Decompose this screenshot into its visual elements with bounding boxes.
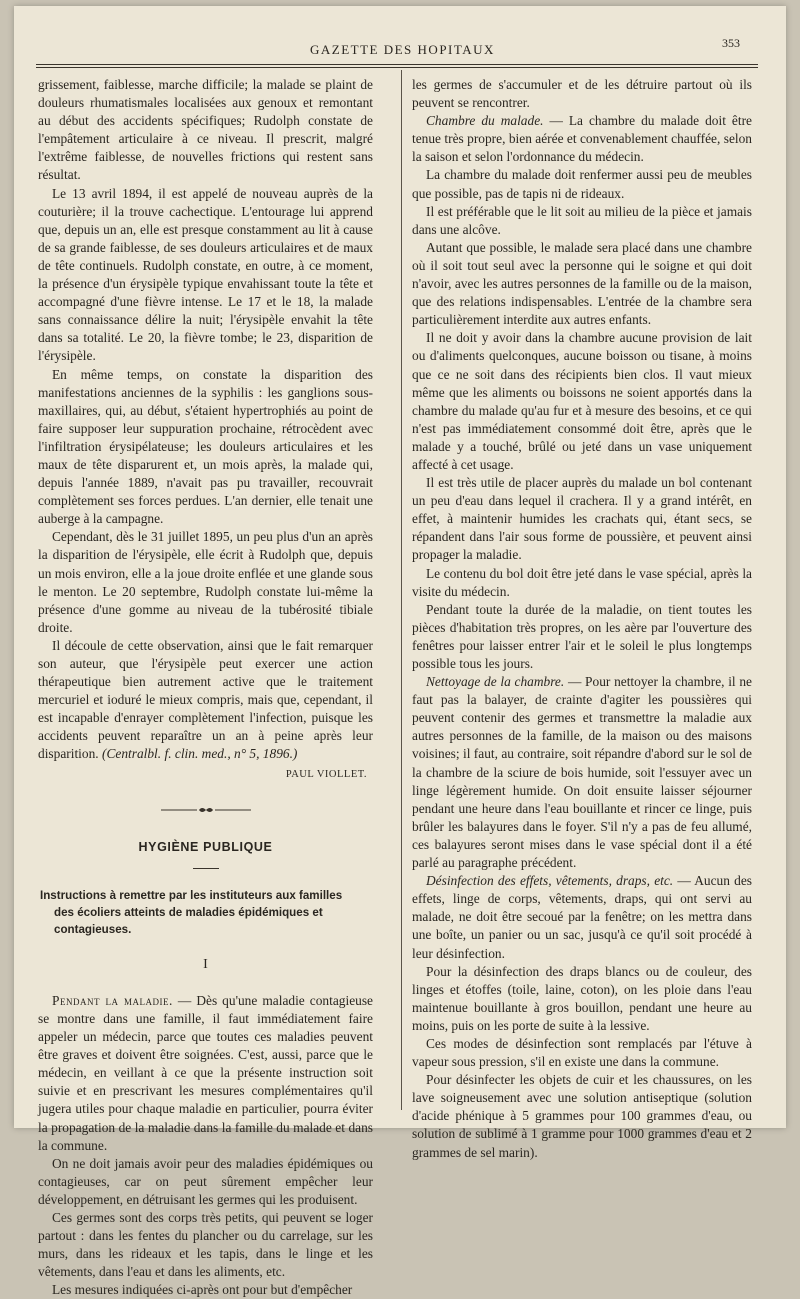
page-number: 353 bbox=[722, 36, 740, 50]
paragraph-text: — Aucun des effets, linge de corps, vêtements, draps, qui ont servi au malade, ne doit être secoué par la fenêtre; on les mettra dans une boîte, un panier ou un sac, jusqu'à ce qu'il soit procédé à leur désinfection. bbox=[412, 873, 752, 961]
paragraph: Ces modes de désinfection sont remplacés par l'étuve à vapeur sous pression, s'il en existe une dans la commune. bbox=[412, 1035, 752, 1070]
section-title: HYGIÈNE PUBLIQUE bbox=[138, 839, 273, 854]
paragraph: les germes de s'accumuler et de les détruire partout où ils peuvent se rencontrer. bbox=[412, 77, 752, 111]
paragraph: La chambre du malade doit renfermer aussi peu de meubles que possible, pas de tapis ni de rideaux. bbox=[412, 167, 752, 201]
right-column bbox=[412, 76, 752, 1162]
paragraph-text: — La chambre du malade doit être tenue très propre, bien aérée et convenablement chauffée, selon la saison et selon l'ordonnance du médecin. bbox=[412, 113, 753, 165]
article-title-line: Instructions à remettre par les instituteurs aux familles bbox=[40, 888, 343, 902]
running-title: GAZETTE DES HOPITAUX bbox=[310, 42, 495, 57]
paragraph-lead: Pendant la maladie. bbox=[52, 992, 173, 1008]
paragraph bbox=[38, 637, 373, 764]
paragraph: Pour la désinfection des draps blancs ou de couleur, des linges et étoffes (toile, laine, coton), on les ploie dans l'eau maintenue bouillante à gros bouillon, pendant une heure au moins, puis on les porte de suite à la lessive. bbox=[412, 963, 752, 1033]
paragraph: On ne doit jamais avoir peur des maladies épidémiques ou contagieuses, car on peut sûrement empêcher leur développement, en détruisant les germes qui les produisent. bbox=[38, 1155, 373, 1207]
paragraph-lead: Désinfection des effets, vêtements, draps, etc. bbox=[426, 873, 674, 889]
paragraph-text: Il découle de cette observation, ainsi que le fait remarquer son auteur, que l'érysipèle peut exercer une action thérapeutique bien autrement active que le traitement mercuriel et ioduré le mieux compris, mais que, cependant, il est incapable d'enrayer complètement l'infection, puisque les accidents peuvent reparaître un an à peine après leur disparition. bbox=[38, 637, 373, 762]
paragraph bbox=[412, 872, 752, 962]
newspaper-page bbox=[14, 6, 786, 1298]
paragraph bbox=[38, 992, 373, 1155]
article-title bbox=[38, 887, 373, 938]
paragraph: Il ne doit y avoir dans la chambre aucune provision de lait ou d'aliments quelconques, aucune boisson ou tisane, à moins que ce ne soit dans des récipients bien clos. Il vaut mieux même que les aliments ou boissons ne soient apportés dans la chambre du malade qu'au fur et à mesure des besoins, et ce qui n'est pas immédiatement consommé doit être, après que le malade y a touché, brûlé ou jeté dans un vase uniquement affecté à cet usage. bbox=[412, 330, 752, 472]
paragraph-text: — Pour nettoyer la chambre, il ne faut pas la balayer, de crainte d'agiter les poussières qui peuvent contenir des germes et transmettre la maladie aux autres personnes de la famille, de la maison ou des maisons voisines; il faut, au contraire, soit répandre d'abord sur le sol de la chambre de la sciure de bois humide, soit l'essuyer avec un linge légèrement humide. On doit ensuite laisser séjourner pendant une heure dans l'eau bouillante et rincer ce linge, puis brûler les balayures dans le foyer. S'il n'y a pas de feu allumé, ces balayures seront mises dans le vase spécial dont il a été parlé au paragraphe précédent. bbox=[412, 674, 753, 871]
paragraph: Autant que possible, le malade sera placé dans une chambre où il soit tout seul avec la personne qui le soigne et qui doit n'avoir, avec les autres personnes de la famille ou de la maison, que des relations indispensables. L'entrée de la chambre sera particulièrement interdite aux autres enfants. bbox=[412, 239, 752, 328]
paragraph: Il est très utile de placer auprès du malade un bol contenant un peu d'eau dans lequel il crachera. Il y a grand intérêt, en effet, à maintenir humides les crachats qui, étant secs, se répandent dans l'air sous forme de poussière, et peuvent ainsi propager la maladie. bbox=[412, 475, 752, 563]
header-rule bbox=[36, 64, 758, 65]
article-title-line: des écoliers atteints de maladies épidémiques et contagieuses. bbox=[54, 905, 323, 936]
paragraph-lead: Nettoyage de la chambre. bbox=[426, 674, 565, 690]
author-signature: PAUL VIOLLET. bbox=[285, 768, 367, 780]
paragraph: En même temps, on constate la disparition des manifestations anciennes de la syphilis : les ganglions sous-maxillaires, qui, au début, s'étaient hypertrophiés au point de faire supposer leur suppuration prochaine, rétrocèdent avec l'infiltration érysipélateuse; les douleurs articulaires et les maux de tête disparurent et, un mois après, la malade qui, depuis l'année 1889, n'avait pas pu travailler, recouvrait complètement ses forces perdues. L'an dernier, elle tenait une auberge à la campagne. bbox=[38, 366, 373, 527]
page-header bbox=[14, 36, 786, 66]
part-number: I bbox=[203, 956, 208, 972]
paragraph: Il est préférable que le lit soit au milieu de la pièce et jamais dans une alcôve. bbox=[412, 203, 752, 237]
paragraph: Ces germes sont des corps très petits, qui peuvent se loger partout : dans les fentes du plancher ou du carrelage, sur les murs, dans les rideaux et les tapis, dans le linge et les vêtements, dans l'eau et dans les aliments, etc. bbox=[38, 1209, 373, 1280]
paragraph: Le contenu du bol doit être jeté dans le vase spécial, après la visite du médecin. bbox=[412, 565, 752, 599]
paragraph: Pour désinfecter les objets de cuir et les chaussures, on les lave soigneusement avec une solution antiseptique (solution d'acide phénique à 5 grammes pour 100 grammes d'eau, ou solution de sublimé à 1 gramme pour 1000 grammes d'eau et 2 grammes de sel marin). bbox=[412, 1072, 752, 1160]
paragraph-lead: Chambre du malade. bbox=[426, 113, 544, 129]
left-column bbox=[38, 76, 373, 1299]
paragraph: grissement, faiblesse, marche difficile; la malade se plaint de douleurs rhumatismales localisées aux genoux et remontant au début des accidents spécifiques; Rudolph constate de l'empâtement articulaire à ce niveau. Il prescrit, malgré l'extrême faiblesse, de nouvelles frictions qui restent sans résultat. bbox=[38, 77, 373, 183]
paragraph: Le 13 avril 1894, il est appelé de nouveau auprès de la couturière; il la trouve cachectique. L'entourage lui apprend que, depuis un an, elle est presque constamment au lit à cause de sa grande faiblesse, de ses douleurs articulaires et de maux de tête continuels. Rudolph constate, en outre, à ce moment, la présence d'un érysipèle typique envahissant toute la tête et accompagné d'une fièvre intense. Le 17 et le 18, la malade sans connaissance délire la nuit; l'érysipèle envahit la tête dans sa totalité. Le 20, la fièvre tombe; le 23, disparition de l'érysipèle. bbox=[38, 185, 373, 364]
paragraph bbox=[412, 673, 752, 872]
section-rule bbox=[193, 868, 219, 869]
paragraph-text: — Dès qu'une maladie contagieuse se montre dans une famille, il faut immédiatement faire appeler un médecin, parce que toutes ces maladies peuvent être graves et doivent être soignées. C'est, aussi, parce que le médecin, en veillant à ce que la présente instruction soit suivie et en prescrivant les mesures complémentaires qu'il jugera utiles pour chaque maladie en particulier, pourra éviter la propagation de la maladie dans la famille du malade et dans la commune. bbox=[38, 992, 373, 1153]
paragraph: Les mesures indiquées ci-après ont pour but d'empêcher bbox=[52, 1282, 353, 1298]
paragraph: Cependant, dès le 31 juillet 1895, un peu plus d'un an après la disparition de l'érysipèle, elle écrit à Rudolph que, depuis un mois environ, elle a la joue droite enflée et une glande sous le menton. Le 20 septembre, Rudolph constate lui-même la présence d'une gomme au niveau de la tubérosité tibiale droite. bbox=[38, 529, 373, 635]
column-divider bbox=[401, 70, 402, 1110]
header-rule-double bbox=[36, 67, 758, 68]
paragraph: Pendant toute la durée de la maladie, on tient toutes les pièces d'habitation très propres, on les aère par l'ouverture des fenêtres pour laisser entrer l'air et le soleil le plus longtemps possible tous les jours. bbox=[412, 601, 752, 671]
paragraph bbox=[412, 112, 752, 166]
citation: (Centralbl. f. clin. med., n° 5, 1896.) bbox=[101, 746, 298, 762]
ornament-divider bbox=[161, 806, 251, 814]
